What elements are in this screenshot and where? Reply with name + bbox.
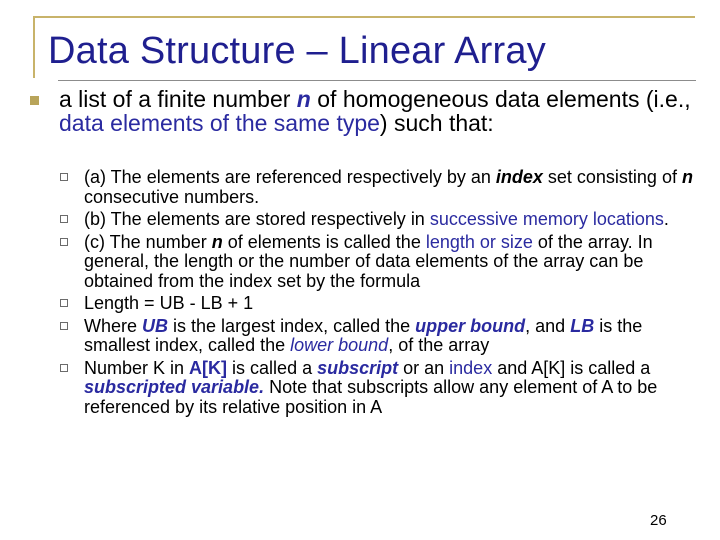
hollow-square-bullet-icon <box>60 322 68 330</box>
text-segment: , of the array <box>388 335 490 355</box>
slide-title: Data Structure – Linear Array <box>48 30 546 72</box>
square-bullet-icon <box>30 96 39 105</box>
text-segment: is the smallest index, called the <box>84 315 643 355</box>
text-segment: is called a <box>227 357 318 378</box>
n-variable: n <box>211 231 223 252</box>
highlight-term: data elements of the same type <box>59 110 380 136</box>
upper-bound-term: upper bound <box>415 315 526 336</box>
text-segment: of the array. In general, the length or the number of data elements of the array can be obtained from the index set by the formula <box>84 231 653 291</box>
index-term: index <box>449 357 493 378</box>
subscripted-variable-term: subscripted variable. <box>84 377 265 397</box>
list-item <box>84 168 700 207</box>
lb-term: LB <box>570 315 595 336</box>
index-term: index <box>495 167 543 187</box>
list-item <box>84 233 700 292</box>
list-item <box>84 317 700 356</box>
text-segment: and A[K] is called a <box>492 357 651 378</box>
text-segment: Where <box>84 315 143 336</box>
text-segment: . <box>663 209 669 229</box>
text-segment: Number K in <box>84 357 190 378</box>
text-segment: is the largest index, called the <box>168 315 416 336</box>
formula-text: Length = UB - LB + 1 <box>84 293 254 313</box>
n-variable: n <box>681 167 693 187</box>
text-segment: Note that subscripts allow any element of A to be referenced by its relative position in A <box>84 377 658 417</box>
text-segment: a list of a finite number <box>59 86 297 112</box>
text-segment: or an <box>398 357 450 378</box>
text-segment: of elements is called the <box>222 231 426 252</box>
text-segment: ) such that: <box>379 110 494 136</box>
main-bullet-text <box>59 87 699 135</box>
text-segment: , and <box>525 315 571 336</box>
text-segment: consecutive numbers. <box>84 186 260 207</box>
text-segment: set consisting of <box>542 167 682 187</box>
text-segment: (c) The number <box>84 231 212 252</box>
hollow-square-bullet-icon <box>60 173 68 181</box>
highlight-term: length or size <box>425 231 533 252</box>
subscript-term: subscript <box>317 357 399 378</box>
hollow-square-bullet-icon <box>60 364 68 372</box>
frame-left-line <box>33 16 35 78</box>
list-item <box>84 359 700 418</box>
list-item <box>84 294 700 314</box>
frame-top-line <box>33 16 695 18</box>
hollow-square-bullet-icon <box>60 238 68 246</box>
lower-bound-term: lower bound <box>290 335 389 355</box>
page-number: 26 <box>650 512 667 529</box>
list-item <box>84 210 700 230</box>
array-element-term: A[K] <box>189 357 228 378</box>
n-variable: n <box>296 86 311 112</box>
title-rule <box>58 80 696 81</box>
hollow-square-bullet-icon <box>60 215 68 223</box>
hollow-square-bullet-icon <box>60 299 68 307</box>
text-segment: (a) The elements are referenced respectively by an <box>84 167 496 187</box>
text-segment: (b) The elements are stored respectively in <box>84 209 430 229</box>
ub-term: UB <box>142 315 169 336</box>
text-segment: of homogeneous data elements (i.e., <box>310 86 691 112</box>
sub-bullet-list <box>84 168 700 420</box>
highlight-term: successive memory locations <box>429 209 664 229</box>
